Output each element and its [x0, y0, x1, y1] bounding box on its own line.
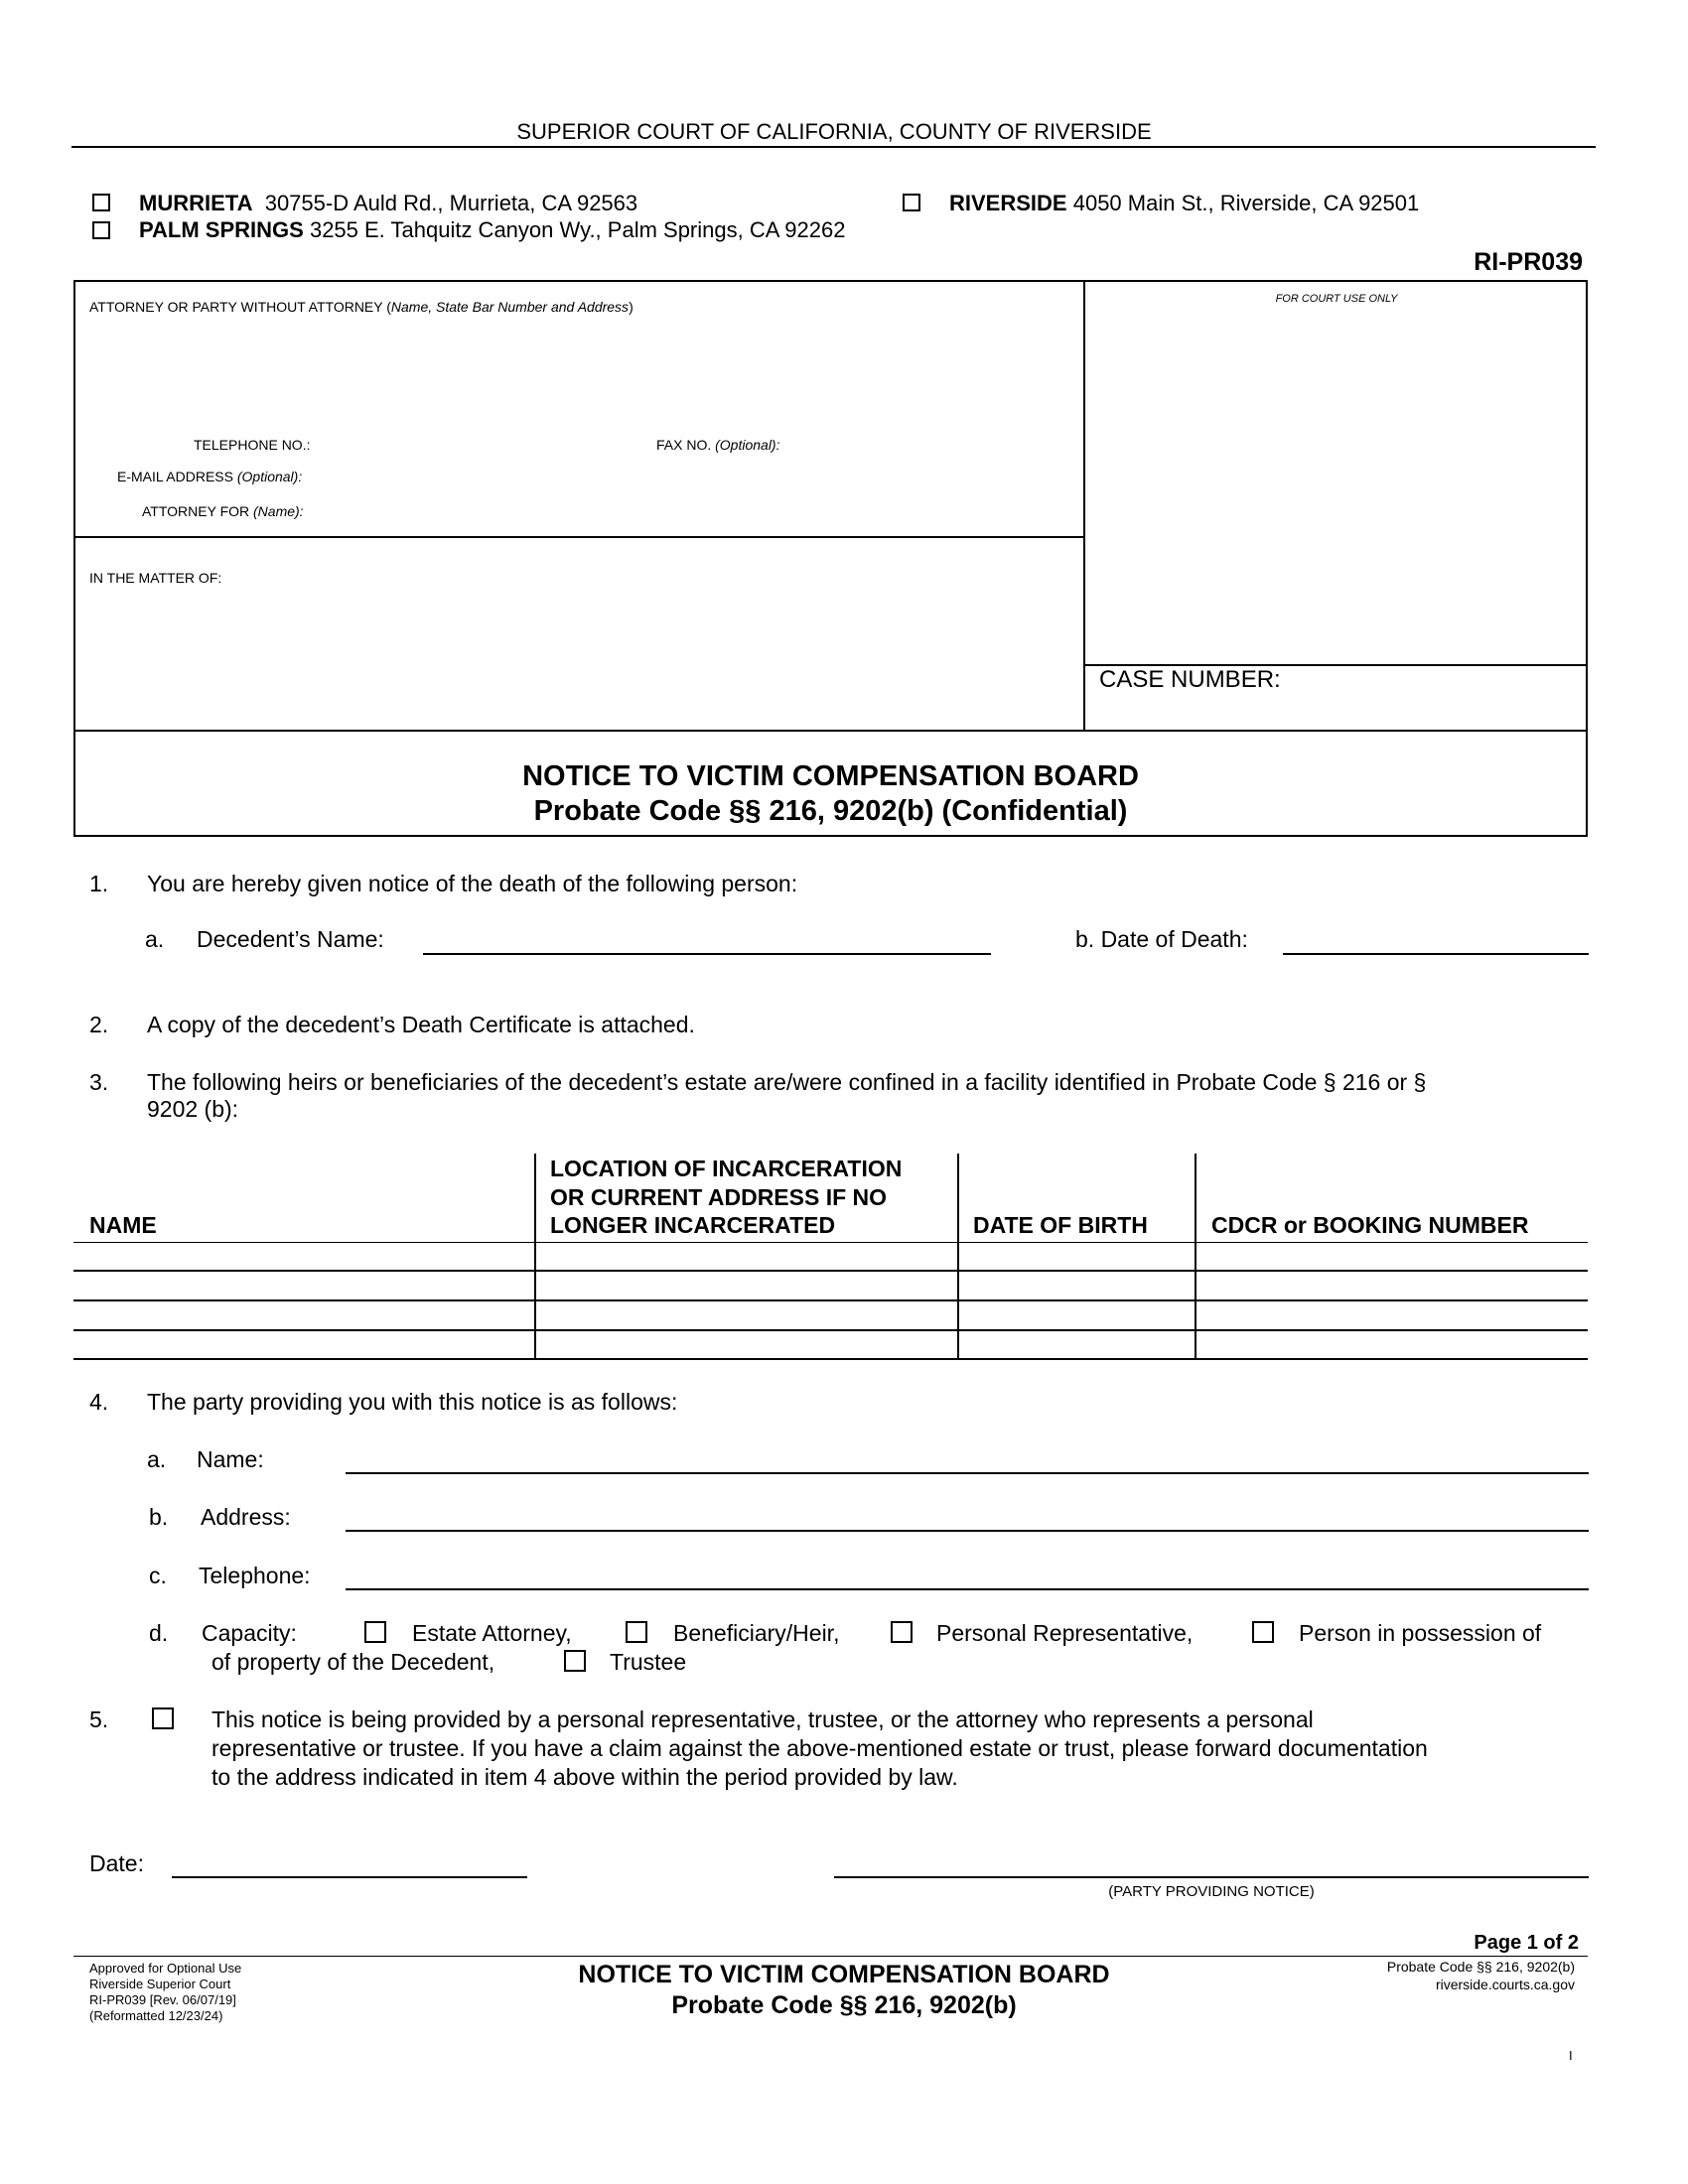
table-row-rule [73, 1242, 1588, 1243]
attorney-section-rule [73, 536, 1084, 538]
item5-line-1: This notice is being provided by a personal representative, trustee, or the attorney who represents a personal [211, 1706, 1314, 1732]
title-line-1: NOTICE TO VICTIM COMPENSATION BOARD [522, 760, 1139, 792]
col-header-name: NAME [89, 1212, 157, 1238]
item1-number: 1. [89, 871, 109, 896]
item2-text: A copy of the decedent’s Death Certificate is attached. [147, 1012, 695, 1037]
col-header-cdcr: CDCR or BOOKING NUMBER [1211, 1212, 1529, 1238]
col-header-location-2: OR CURRENT ADDRESS IF NO [550, 1184, 888, 1210]
decedent-name-label: Decedent’s Name: [197, 926, 384, 952]
estate-attorney-label: Estate Attorney, [412, 1620, 572, 1646]
party-providing-notice-label: (PARTY PROVIDING NOTICE) [1108, 1883, 1315, 1900]
item4a-letter: a. [147, 1446, 167, 1472]
fax-label [656, 437, 779, 453]
caption-divider [1083, 280, 1085, 730]
personal-representative-label: Personal Representative, [936, 1620, 1194, 1646]
beneficiary-heir-label: Beneficiary/Heir, [673, 1620, 840, 1646]
table-row-rule [73, 1299, 1588, 1301]
item4-number: 4. [89, 1389, 109, 1415]
party-signature-input[interactable] [838, 1846, 1583, 1869]
item5-checkbox[interactable] [152, 1707, 174, 1729]
item4c-letter: c. [149, 1563, 167, 1588]
col-header-location-3: LONGER INCARCERATED [550, 1212, 836, 1238]
date-of-death-label: b. Date of Death: [1075, 926, 1248, 952]
party-address-input[interactable] [350, 1501, 1581, 1524]
person-in-possession-checkbox[interactable] [1252, 1621, 1274, 1643]
footer-website: riverside.courts.ca.gov [1435, 1977, 1575, 1992]
footer-reformatted: (Reformatted 12/23/24) [89, 2008, 223, 2023]
page-number: Page 1 of 2 [1474, 1932, 1579, 1954]
palm-springs-location [139, 217, 845, 243]
form-number: RI-PR039 [1474, 248, 1583, 276]
attorney-for-label [142, 503, 304, 519]
matter-label: IN THE MATTER OF: [89, 570, 222, 586]
trustee-label: Trustee [610, 1649, 687, 1675]
signature-date-input[interactable] [176, 1846, 521, 1869]
personal-representative-checkbox[interactable] [891, 1621, 913, 1643]
date-line [172, 1876, 527, 1878]
riverside-location [949, 191, 1419, 216]
header-rule [71, 146, 1596, 148]
attorney-input[interactable] [89, 323, 1076, 436]
item3-line-1: The following heirs or beneficiaries of the decedent’s estate are/were confined in a facility identified in Probate Code § 216 or § [147, 1069, 1427, 1095]
murrieta-checkbox[interactable] [92, 194, 110, 211]
capacity-label: Capacity: [202, 1620, 297, 1646]
title-line-2: Probate Code §§ 216, 9202(b) (Confidential) [533, 795, 1128, 827]
item4d-letter: d. [149, 1620, 169, 1646]
party-name-label: Name: [197, 1446, 264, 1472]
item1a-letter: a. [145, 926, 165, 952]
footer-title-1: NOTICE TO VICTIM COMPENSATION BOARD [578, 1961, 1110, 1988]
matter-input[interactable] [89, 594, 1076, 727]
palm-springs-name: PALM SPRINGS [139, 217, 304, 242]
item3-line-2: 9202 (b): [147, 1096, 239, 1122]
palm-springs-address: 3255 E. Tahquitz Canyon Wy., Palm Springs, CA 92262 [309, 217, 846, 242]
fax-input[interactable] [799, 433, 1067, 451]
party-signature-line [834, 1876, 1589, 1878]
telephone-label: TELEPHONE NO.: [194, 437, 311, 453]
party-address-label: Address: [201, 1504, 291, 1530]
case-number-label: CASE NUMBER: [1099, 666, 1281, 693]
item4-text: The party providing you with this notice is as follows: [147, 1389, 678, 1415]
case-number-input[interactable] [1099, 698, 1566, 721]
table-row-rule [73, 1329, 1588, 1331]
party-telephone-input[interactable] [350, 1560, 1581, 1582]
item4b-letter: b. [149, 1504, 169, 1530]
date-of-death-line [1283, 953, 1589, 955]
item5-line-2: representative or trustee. If you have a claim against the above-mentioned estate or trust, please forward documentation [211, 1735, 1428, 1761]
riverside-name: RIVERSIDE [949, 191, 1067, 215]
beneficiary-heir-checkbox[interactable] [626, 1621, 647, 1643]
party-name-line [346, 1472, 1589, 1474]
item2-number: 2. [89, 1012, 109, 1037]
table-row-rule [73, 1270, 1588, 1272]
footer-form-revision: RI-PR039 [Rev. 06/07/19] [89, 1992, 236, 2007]
decedent-name-input[interactable] [427, 923, 983, 946]
riverside-address: 4050 Main St., Riverside, CA 92501 [1072, 191, 1420, 215]
item3-number: 3. [89, 1069, 109, 1095]
date-of-death-input[interactable] [1287, 923, 1581, 946]
attorney-label-end: ) [629, 299, 633, 315]
court-use-label: FOR COURT USE ONLY [1275, 293, 1398, 305]
footer-rule [73, 1956, 1588, 1957]
fax-optional: (Optional): [715, 437, 780, 453]
person-in-possession-label: Person in possession of [1299, 1620, 1542, 1646]
attorney-label-text: ATTORNEY OR PARTY WITHOUT ATTORNEY ( [89, 299, 391, 315]
palm-springs-checkbox[interactable] [92, 221, 110, 239]
email-input[interactable] [328, 465, 1062, 482]
col-header-location-1: LOCATION OF INCARCERATION [550, 1156, 903, 1181]
attorney-label-italic: Name, State Bar Number and Address [390, 299, 630, 315]
email-label [117, 469, 302, 484]
footer-title-2: Probate Code §§ 216, 9202(b) [671, 1991, 1017, 2019]
date-label: Date: [89, 1850, 144, 1876]
murrieta-address: 30755-D Auld Rd., Murrieta, CA 92563 [264, 191, 638, 215]
title-top-rule [73, 730, 1588, 732]
person-in-possession-label-cont: of property of the Decedent, [211, 1649, 495, 1675]
murrieta-location [139, 191, 637, 216]
fax-label-text: FAX NO. [656, 437, 712, 453]
trustee-checkbox[interactable] [564, 1650, 586, 1672]
footer-statute: Probate Code §§ 216, 9202(b) [1386, 1959, 1575, 1975]
decedent-name-line [423, 953, 991, 955]
item5-number: 5. [89, 1706, 109, 1732]
estate-attorney-checkbox[interactable] [364, 1621, 386, 1643]
item5-line-3: to the address indicated in item 4 above within the period provided by law. [211, 1764, 958, 1790]
party-name-input[interactable] [350, 1443, 1581, 1466]
riverside-checkbox[interactable] [903, 194, 920, 211]
party-address-line [346, 1530, 1589, 1532]
attorney-for-text: ATTORNEY FOR [142, 503, 250, 519]
attorney-for-name: (Name): [253, 503, 304, 519]
telephone-input[interactable] [328, 433, 645, 451]
col-header-dob: DATE OF BIRTH [973, 1212, 1148, 1238]
footer-approved: Approved for Optional Use [89, 1961, 242, 1976]
attorney-label [89, 299, 633, 315]
party-telephone-line [346, 1588, 1589, 1590]
footer-court: Riverside Superior Court [89, 1977, 231, 1991]
footer-mark: I [1569, 2048, 1573, 2063]
attorney-for-input[interactable] [328, 499, 1062, 517]
email-optional: (Optional): [236, 469, 303, 484]
item1-text: You are hereby given notice of the death of the following person: [147, 871, 798, 896]
party-telephone-label: Telephone: [199, 1563, 311, 1588]
email-label-text: E-MAIL ADDRESS [117, 469, 233, 484]
table-row-rule [73, 1358, 1588, 1360]
murrieta-name: MURRIETA [139, 191, 253, 215]
court-title: SUPERIOR COURT OF CALIFORNIA, COUNTY OF RIVERSIDE [516, 119, 1152, 144]
